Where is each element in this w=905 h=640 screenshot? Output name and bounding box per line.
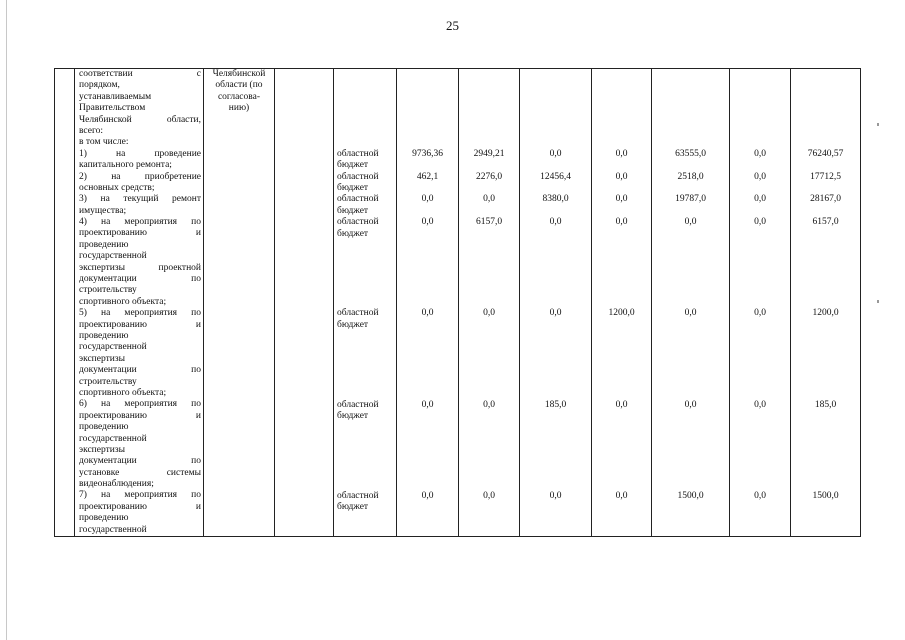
- description-line: спортивного объекта;: [79, 296, 167, 307]
- scan-mark: [877, 123, 879, 126]
- year-value: 0,0: [615, 490, 628, 501]
- year-value: 0,0: [754, 399, 766, 410]
- executor-line: нию): [228, 103, 250, 114]
- total-value: 1500,0: [812, 490, 839, 501]
- description-line: в том числе:: [79, 137, 129, 148]
- year-value: 0,0: [754, 148, 766, 159]
- funding-source-line: областной: [337, 490, 379, 501]
- year-value: 0,0: [483, 308, 495, 319]
- year-value: 0,0: [549, 148, 562, 159]
- description-line: строительству: [79, 285, 137, 296]
- year-value: 0,0: [754, 308, 766, 319]
- value-cell-year-3: [520, 69, 592, 537]
- funding-source: [337, 172, 396, 195]
- executor-line: области (по: [215, 80, 263, 91]
- description-line: проведению: [79, 513, 129, 524]
- page-number: 25: [446, 18, 459, 33]
- description-line: документации по: [79, 274, 201, 285]
- description-line: документации по: [79, 456, 201, 467]
- year-value: 0,0: [549, 217, 562, 228]
- description-line: экспертизы: [79, 444, 125, 455]
- total-value: 6157,0: [812, 217, 839, 228]
- total-value: 76240,57: [807, 148, 844, 159]
- year-value: 2276,0: [475, 171, 503, 182]
- description-line: 7) на мероприятия по: [79, 490, 201, 501]
- funding-source: [337, 400, 396, 423]
- year-value: 0,0: [549, 308, 562, 319]
- executor-text: [204, 69, 274, 115]
- funding-source-line: областной: [337, 217, 379, 228]
- funding-source: [337, 308, 396, 331]
- description-line: имущества;: [79, 205, 127, 216]
- year-value: 0,0: [421, 194, 434, 205]
- total-value: 28167,0: [810, 194, 841, 205]
- year-value: 1200,0: [608, 308, 635, 319]
- description-line: проектированию и: [79, 410, 201, 421]
- year-value: 0,0: [483, 399, 495, 410]
- value-column-5: [652, 69, 729, 536]
- year-value: 0,0: [421, 399, 434, 410]
- description-line: 6) на мероприятия по: [79, 399, 201, 410]
- value-cell-year-5: [652, 69, 730, 537]
- year-value: 0,0: [754, 171, 766, 182]
- year-value: 9736,36: [412, 148, 443, 159]
- description-line: 5) на мероприятия по: [79, 308, 201, 319]
- funding-source-line: бюджет: [337, 205, 369, 216]
- description-line: экспертизы проектной: [79, 262, 201, 273]
- funding-source-line: областной: [337, 148, 379, 159]
- value-column-4: [592, 69, 651, 536]
- description-line: 1) на проведение: [79, 148, 201, 159]
- description-line: всего:: [79, 125, 104, 136]
- funding-source-column: [337, 69, 396, 536]
- description-line: 3) на текущий ремонт: [79, 194, 201, 205]
- year-value: 0,0: [615, 399, 628, 410]
- funding-source-line: областной: [337, 308, 379, 319]
- year-value: 0,0: [421, 308, 434, 319]
- year-value: 0,0: [615, 194, 628, 205]
- executor-cell: [204, 69, 275, 537]
- year-value: 0,0: [421, 490, 434, 501]
- year-value: 6157,0: [475, 217, 503, 228]
- budget-table: [54, 68, 861, 537]
- funding-source-line: бюджет: [337, 502, 369, 513]
- year-value: 0,0: [549, 490, 562, 501]
- year-value: 12456,4: [540, 171, 571, 182]
- description-line: государственной: [79, 342, 147, 353]
- description-line: капитального ремонта;: [79, 160, 172, 171]
- year-value: 462,1: [416, 171, 439, 182]
- year-value: 185,0: [544, 399, 567, 410]
- year-value: 0,0: [483, 194, 495, 205]
- description-text: [79, 69, 201, 536]
- year-value: 0,0: [483, 490, 495, 501]
- description-cell: [75, 69, 204, 537]
- description-line: Правительством: [79, 103, 146, 114]
- funding-source-line: областной: [337, 171, 379, 182]
- description-line: 4) на мероприятия по: [79, 217, 201, 228]
- value-column-6: [730, 69, 790, 536]
- executor-line: согласова-: [217, 91, 261, 102]
- funding-source: [337, 194, 396, 217]
- year-value: 0,0: [754, 217, 766, 228]
- value-cell-year-2: [459, 69, 520, 537]
- funding-source-line: бюджет: [337, 228, 369, 239]
- blank-cell: [275, 69, 334, 537]
- total-value: 17712,5: [810, 171, 841, 182]
- value-column-total: [791, 69, 860, 536]
- funding-source-line: областной: [337, 194, 379, 205]
- description-line: устанавливаемым: [79, 91, 152, 102]
- value-cell-year-1: [397, 69, 459, 537]
- funding-source-line: областной: [337, 399, 379, 410]
- description-line: экспертизы: [79, 353, 125, 364]
- funding-source-line: бюджет: [337, 160, 369, 171]
- value-column-1: [397, 69, 458, 536]
- value-column-3: [520, 69, 591, 536]
- table-row: [55, 69, 861, 537]
- index-cell: [55, 69, 75, 537]
- description-line: государственной: [79, 251, 147, 262]
- description-line: порядком,: [79, 80, 120, 91]
- funding-source-line: бюджет: [337, 411, 369, 421]
- year-value: 2518,0: [677, 171, 704, 182]
- description-line: проектированию и: [79, 319, 201, 330]
- year-value: 0,0: [754, 194, 766, 205]
- description-line: документации по: [79, 365, 201, 376]
- description-line: государственной: [79, 433, 147, 444]
- description-line: проектированию и: [79, 228, 201, 239]
- year-value: 19787,0: [675, 194, 706, 205]
- funding-source: [337, 149, 396, 172]
- description-line: установке системы: [79, 467, 201, 478]
- description-line: основных средств;: [79, 182, 155, 193]
- total-value: 185,0: [814, 399, 837, 410]
- year-value: 0,0: [684, 217, 697, 228]
- year-value: 8380,0: [542, 194, 569, 205]
- description-line: видеонаблюдения;: [79, 479, 154, 490]
- description-line: соответствии с: [79, 69, 201, 79]
- description-line: Челябинской области,: [79, 114, 201, 125]
- total-value: 1200,0: [812, 308, 839, 319]
- year-value: 0,0: [615, 148, 628, 159]
- year-value: 2949,21: [473, 148, 505, 159]
- value-column-2: [459, 69, 519, 536]
- year-value: 0,0: [615, 171, 628, 182]
- funding-source-line: бюджет: [337, 319, 369, 330]
- description-line: спортивного объекта;: [79, 387, 167, 398]
- description-line: проектированию и: [79, 501, 201, 512]
- value-cell-year-4: [592, 69, 652, 537]
- description-line: проведению: [79, 330, 129, 341]
- year-value: 63555,0: [675, 148, 706, 159]
- description-line: государственной: [79, 524, 147, 535]
- description-line: проведению: [79, 422, 129, 433]
- description-line: строительству: [79, 376, 137, 387]
- description-line: проведению: [79, 239, 129, 250]
- description-line: 2) на приобретение: [79, 171, 201, 182]
- funding-source-line: бюджет: [337, 183, 369, 193]
- year-value: 0,0: [684, 399, 697, 410]
- year-value: 0,0: [615, 217, 628, 228]
- value-cell-year-6: [730, 69, 791, 537]
- year-value: 0,0: [421, 217, 434, 228]
- value-cell-total: [791, 69, 861, 537]
- executor-line: Челябинской: [212, 69, 266, 79]
- year-value: 1500,0: [677, 490, 704, 501]
- funding-source: [337, 491, 396, 514]
- funding-source: [337, 217, 396, 240]
- funding-source-cell: [334, 69, 397, 537]
- scan-mark: [877, 300, 879, 303]
- scan-edge-line: [6, 0, 7, 640]
- year-value: 0,0: [684, 308, 697, 319]
- year-value: 0,0: [754, 490, 766, 501]
